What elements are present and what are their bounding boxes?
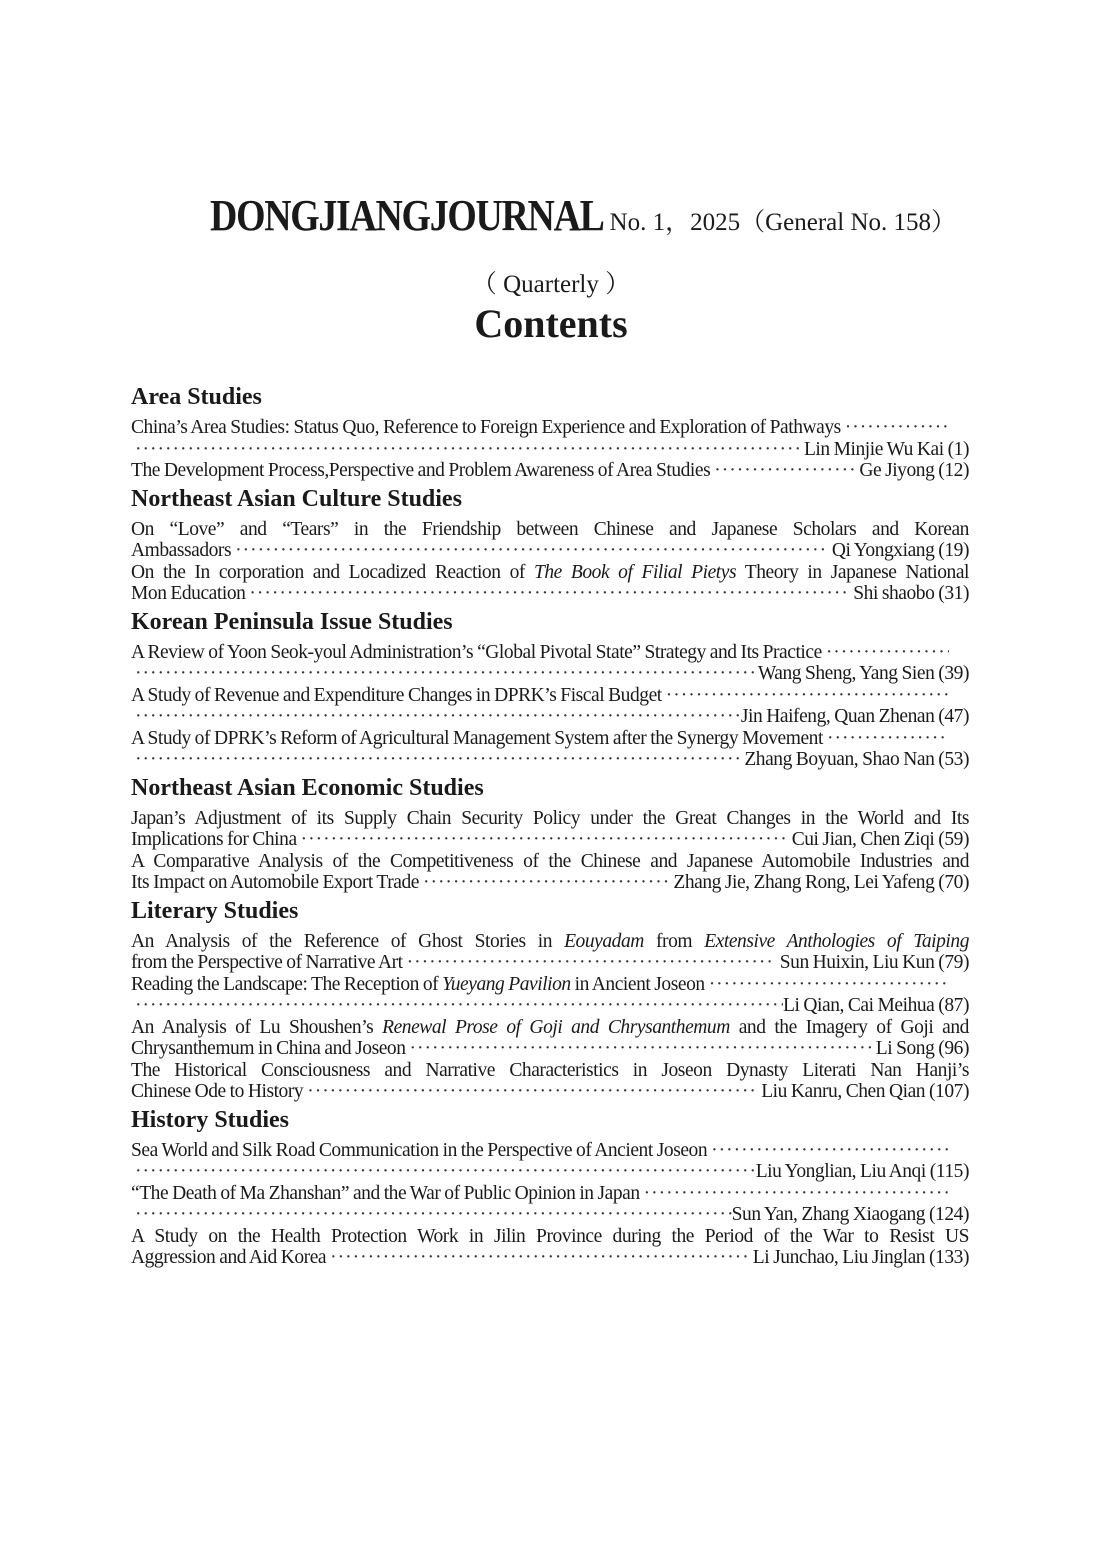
toc-entry[interactable]: [131, 519, 969, 562]
section-heading: Literary Studies: [131, 897, 299, 924]
toc-entry[interactable]: [131, 808, 969, 851]
entry-author: Zhang Boyuan, Shao Nan (53): [744, 749, 969, 770]
entry-title: A Review of Yoon Seok-youl Administration’s “Global Pivotal State” Strategy and Its Practice: [131, 641, 822, 663]
entry-title: The Historical Consciousness and Narrative Characteristics in Joseon Dynasty Literati Nan Hanji’s: [131, 1059, 969, 1081]
leader-dots: [135, 706, 741, 728]
italic-title: The Book of Filial Pietys: [533, 561, 737, 583]
entry-title-cont: Chrysanthemum in China and Joseon: [131, 1038, 406, 1059]
leader-dots: [714, 460, 855, 482]
toc-entry[interactable]: [131, 931, 969, 974]
leader-dots: [826, 642, 949, 664]
toc-entry[interactable]: [131, 642, 969, 685]
entry-author: Liu Yonglian, Liu Anqi (115): [755, 1161, 969, 1182]
entry-author: Wang Sheng, Yang Sien (39): [757, 663, 969, 684]
leader-dots: [135, 439, 804, 461]
entry-author: Sun Yan, Zhang Xiaogang (124): [731, 1204, 969, 1225]
leader-dots: [666, 685, 949, 707]
toc-entry[interactable]: [131, 974, 969, 1017]
italic-title: Renewal Prose of Goji and Chrysanthemum: [382, 1016, 730, 1038]
entry-title: Sea World and Silk Road Communication in the Perspective of Ancient Joseon: [131, 1139, 708, 1161]
entry-author: Qi Yongxiang (19): [831, 540, 969, 561]
table-of-contents: [131, 383, 969, 1272]
frequency-label: （ Quarterly ）: [471, 271, 631, 298]
leader-dots: [644, 1183, 949, 1205]
leader-dots: [407, 952, 776, 974]
entry-title: A Study of DPRK’s Reform of Agricultural Management System after the Synergy Movement: [131, 727, 823, 749]
leader-dots: [711, 1140, 949, 1162]
leader-dots: [410, 1038, 872, 1060]
entry-title-cont: Chinese Ode to History: [131, 1081, 304, 1102]
issue-info: No. 1，2025（General No. 158）: [609, 209, 957, 236]
entry-author: Li Qian, Cai Meihua (87): [783, 995, 969, 1016]
section-heading: Korean Peninsula Issue Studies: [131, 608, 453, 635]
section-heading: Area Studies: [131, 384, 262, 410]
leader-dots: [423, 872, 669, 894]
leader-dots: [301, 829, 788, 851]
section-heading: History Studies: [131, 1106, 290, 1133]
entry-title: A Comparative Analysis of the Competitiveness of the Chinese and Japanese Automobile Industries and: [131, 850, 969, 872]
leader-dots: [135, 663, 758, 685]
italic-title: Eouyadam: [564, 930, 644, 952]
toc-entry[interactable]: [131, 1183, 969, 1226]
toc-section: [131, 383, 969, 482]
section-heading: Northeast Asian Economic Studies: [131, 774, 484, 801]
leader-dots: [135, 995, 783, 1017]
toc-section: [131, 1106, 969, 1269]
entry-author: Sun Huixin, Liu Kun (79): [779, 952, 969, 973]
leader-dots: [135, 1161, 756, 1183]
entry-title-cont: Aggression and Aid Korea: [131, 1247, 327, 1268]
entry-author: Liu Kanru, Chen Qian (107): [761, 1081, 969, 1102]
leader-dots: [135, 1204, 732, 1226]
toc-entry[interactable]: [131, 460, 969, 482]
entry-title: Japan’s Adjustment of its Supply Chain Security Policy under the Great Changes in the World and Its: [131, 807, 969, 829]
entry-title-cont: Ambassadors: [131, 540, 232, 561]
leader-dots: [249, 583, 849, 605]
entry-author: Lin Minjie Wu Kai (1): [803, 438, 969, 460]
entry-title: An Analysis of the Reference of Ghost Stories in Eouyadam from Extensive Anthologies of Taiping: [131, 930, 969, 952]
toc-entry[interactable]: [131, 1060, 969, 1103]
masthead: [0, 190, 1102, 241]
toc-entry[interactable]: [131, 728, 969, 771]
leader-dots: [827, 728, 949, 750]
entry-title-cont: Mon Education: [131, 583, 246, 604]
entry-title: “The Death of Ma Zhanshan” and the War of Public Opinion in Japan: [131, 1182, 640, 1204]
leader-dots: [709, 974, 949, 996]
toc-entry[interactable]: [131, 1140, 969, 1183]
leader-dots: [307, 1081, 757, 1103]
leader-dots: [235, 540, 828, 562]
journal-name: DONGJIANGJOURNAL: [210, 191, 604, 240]
toc-entry[interactable]: [131, 417, 969, 460]
entry-title: A Study on the Health Protection Work in Jilin Province during the Period of the War to Resist US: [131, 1225, 969, 1247]
toc-entry[interactable]: [131, 1017, 969, 1060]
toc-section: [131, 485, 969, 605]
entry-title: Reading the Landscape: The Reception of Yueyang Pavilion in Ancient Joseon: [131, 973, 705, 995]
entry-title: On the In corporation and Locadized Reaction of The Book of Filial Pietys Theory in Japanese National: [131, 561, 970, 583]
leader-dots: [135, 749, 744, 771]
entry-author: Zhang Jie, Zhang Rong, Lei Yafeng (70): [673, 872, 969, 893]
toc-entry[interactable]: [131, 685, 969, 728]
entry-author: Shi shaobo (31): [853, 583, 969, 604]
leader-dots: [845, 417, 949, 439]
toc-entry[interactable]: [131, 851, 969, 894]
toc-section: [131, 774, 969, 894]
entry-author: Li Song (96): [875, 1038, 969, 1059]
toc-entry[interactable]: [131, 562, 969, 605]
entry-title-cont: Implications for China: [131, 829, 297, 850]
entry-title: A Study of Revenue and Expenditure Changes in DPRK’s Fiscal Budget: [131, 684, 662, 706]
section-heading: Northeast Asian Culture Studies: [131, 485, 462, 512]
italic-title: Yueyang Pavilion: [442, 973, 571, 995]
entry-title: The Development Process,Perspective and Problem Awareness of Area Studies: [131, 460, 711, 481]
entry-author: Ge Jiyong (12): [859, 460, 969, 481]
entry-author: Li Junchao, Liu Jinglan (133): [752, 1247, 969, 1268]
toc-section: [131, 608, 969, 771]
entry-title-cont: from the Perspective of Narrative Art: [131, 952, 403, 973]
entry-author: Cui Jian, Chen Ziqi (59): [791, 829, 969, 850]
italic-title: Extensive Anthologies of Taiping: [704, 930, 969, 952]
entry-title: China’s Area Studies: Status Quo, Reference to Foreign Experience and Exploration of Pathways: [131, 417, 841, 438]
toc-section: [131, 897, 969, 1103]
entry-title: On “Love” and “Tears” in the Friendship between Chinese and Japanese Scholars and Korean: [131, 518, 969, 540]
entry-author: Jin Haifeng, Quan Zhenan (47): [740, 706, 969, 727]
leader-dots: [330, 1247, 749, 1269]
entry-title-cont: Its Impact on Automobile Export Trade: [131, 872, 419, 893]
toc-entry[interactable]: [131, 1226, 969, 1269]
entry-title: An Analysis of Lu Shoushen’s Renewal Prose of Goji and Chrysanthemum and the Imagery of Goji and: [131, 1016, 969, 1038]
contents-title: Contents: [474, 301, 628, 346]
